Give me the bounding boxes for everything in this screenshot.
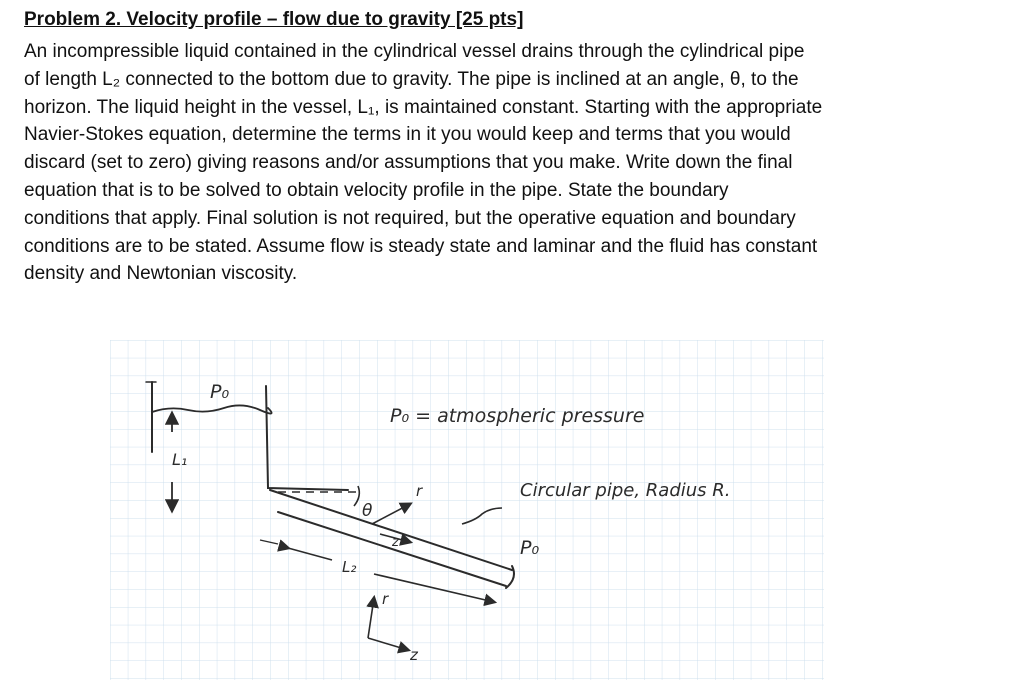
- z-label-pipe: z: [392, 535, 399, 550]
- p0-top-label: P₀: [210, 381, 230, 403]
- legend-text: P₀ = atmospheric pressure: [390, 405, 645, 427]
- r-label-axes: r: [382, 590, 389, 608]
- sketch-figure: [110, 340, 824, 680]
- l1-label: L₁: [172, 450, 188, 469]
- theta-label: θ: [362, 501, 373, 521]
- statement-line: density and Newtonian viscosity.: [24, 263, 298, 285]
- z-label-axes: z: [410, 646, 418, 664]
- l2-label: L₂: [342, 558, 357, 576]
- r-label-pipe: r: [416, 482, 423, 500]
- statement-line: An incompressible liquid contained in the cylindrical vessel drains through the cylindrical pipe: [24, 41, 805, 62]
- pipe-note: Circular pipe, Radius R.: [520, 480, 731, 501]
- statement-line: discard (set to zero) giving reasons and/or assumptions that you make. Write down the final: [24, 152, 793, 174]
- problem-statement: [24, 38, 1004, 288]
- statement-line: conditions that apply. Final solution is not required, but the operative equation and boundary: [24, 207, 796, 229]
- statement-line: conditions are to be stated. Assume flow is steady state and laminar and the fluid has constant: [24, 235, 818, 257]
- statement-line: of length L₂ connected to the bottom due to gravity. The pipe is inclined at an angle, θ, to the: [24, 68, 799, 90]
- statement-line: horizon. The liquid height in the vessel, L₁, is maintained constant. Starting with the appropriate: [24, 96, 823, 118]
- statement-line: equation that is to be solved to obtain velocity profile in the pipe. State the boundary: [24, 179, 729, 201]
- p0-outlet-label: P₀: [520, 537, 540, 559]
- statement-line: Navier-Stokes equation, determine the terms in it you would keep and terms that you would: [24, 124, 791, 146]
- problem-title: Problem 2. Velocity profile – flow due to gravity [25 pts]: [24, 9, 524, 30]
